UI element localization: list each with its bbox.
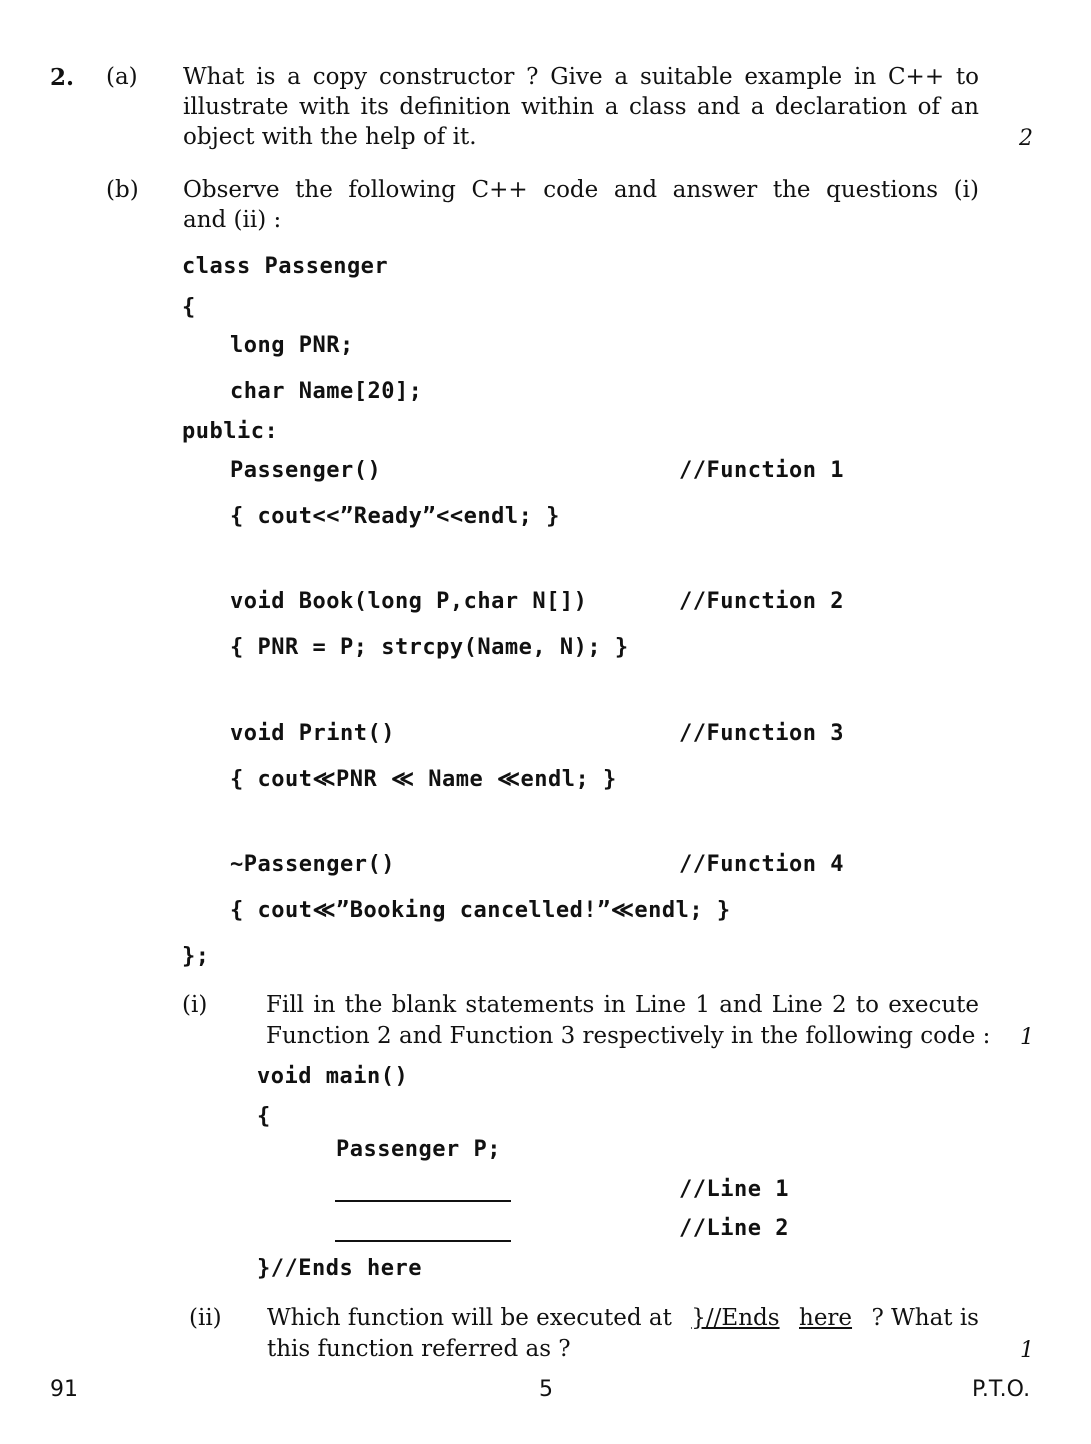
part-ii-ref-ends: }//Ends [691, 1305, 780, 1331]
part-i-label: (i) [182, 992, 208, 1018]
main-declaration: Passenger P; [336, 1137, 501, 1162]
code-function-4-signature: ~Passenger() [230, 852, 395, 877]
part-ii-marks: 1 [1020, 1338, 1034, 1363]
footer-page-number: 5 [539, 1377, 553, 1402]
part-a-marks: 2 [1019, 126, 1033, 151]
part-b-line-2: and (ii) : [183, 207, 282, 233]
main-open-brace: { [257, 1104, 271, 1129]
code-function-4-body: { cout≪”Booking cancelled!”≪endl; } [230, 898, 731, 923]
code-function-2-comment: //Function 2 [679, 589, 844, 614]
part-i-line-2: Function 2 and Function 3 respectively in the following code : [266, 1023, 991, 1049]
main-signature: void main() [257, 1064, 409, 1089]
code-function-1-body: { cout<<”Ready”<<endl; } [230, 504, 560, 529]
code-function-2-signature: void Book(long P,char N[]) [230, 589, 588, 614]
part-ii-line-2: this function referred as ? [267, 1336, 571, 1362]
code-long-pnr: long PNR; [230, 333, 354, 358]
line-2-blank [335, 1240, 511, 1242]
part-ii-ref-here: here [799, 1305, 853, 1331]
footer-pto: P.T.O. [972, 1377, 1031, 1402]
part-i-marks: 1 [1020, 1025, 1034, 1050]
part-a-line-1: What is a copy constructor ? Give a suitable example in C++ to [183, 64, 979, 90]
code-public: public: [182, 419, 279, 444]
main-ends-here: }//Ends here [257, 1256, 422, 1281]
question-number: 2. [50, 64, 75, 91]
line-1-blank [335, 1200, 511, 1202]
part-ii-label: (ii) [189, 1305, 222, 1331]
code-char-name: char Name[20]; [230, 379, 423, 404]
code-function-3-comment: //Function 3 [679, 721, 844, 746]
part-b-line-1: Observe the following C++ code and answer the questions (i) [183, 177, 979, 203]
code-function-1-signature: Passenger() [230, 458, 382, 483]
part-a-line-3: object with the help of it. [183, 124, 477, 150]
part-ii-text-b: ? What is [871, 1305, 979, 1331]
code-class-decl: class Passenger [182, 254, 389, 279]
code-open-brace: { [182, 295, 196, 320]
code-function-1-comment: //Function 1 [679, 458, 844, 483]
code-function-4-comment: //Function 4 [679, 852, 844, 877]
footer-paper-code: 91 [50, 1377, 78, 1402]
code-function-2-body: { PNR = P; strcpy(Name, N); } [230, 635, 629, 660]
code-function-3-signature: void Print() [230, 721, 395, 746]
part-a-line-2: illustrate with its definition within a class and a declaration of an [183, 94, 979, 120]
part-ii-text-a: Which function will be executed at [267, 1305, 672, 1331]
part-b-label: (b) [106, 177, 139, 203]
line-1-comment: //Line 1 [679, 1177, 789, 1202]
part-ii-line-1 [267, 1305, 979, 1331]
code-function-3-body: { cout≪PNR ≪ Name ≪endl; } [230, 767, 617, 792]
part-i-line-1: Fill in the blank statements in Line 1 and Line 2 to execute [266, 992, 979, 1018]
line-2-comment: //Line 2 [679, 1216, 789, 1241]
part-a-label: (a) [106, 64, 138, 90]
code-close-brace: }; [182, 944, 210, 969]
